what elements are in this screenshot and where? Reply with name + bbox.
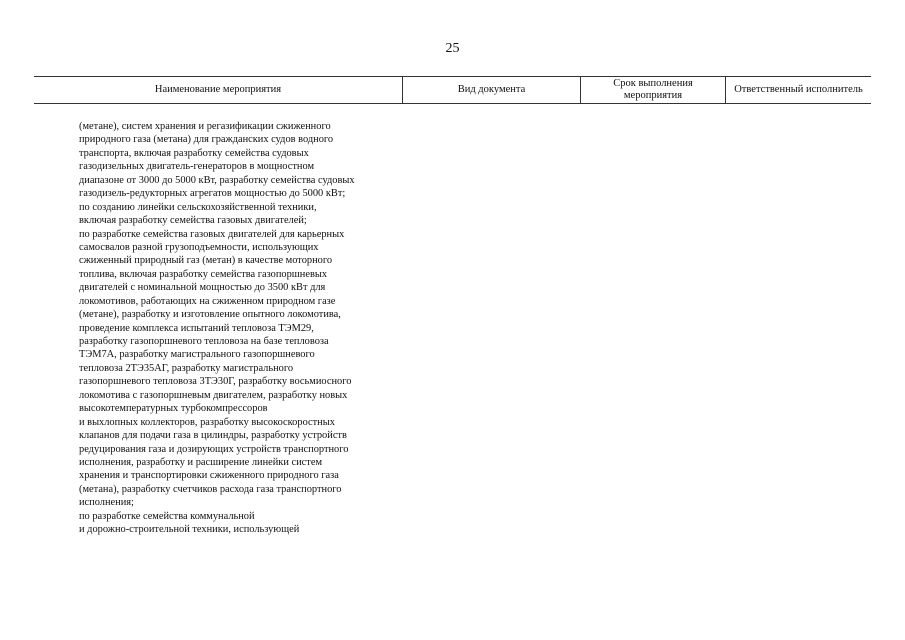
text-line: по разработке семейства газовых двигателей для карьерных bbox=[79, 228, 345, 240]
text-line: газопоршневого тепловоза 3ТЭ30Г, разработку восьмиосного bbox=[79, 376, 352, 388]
text-line: хранения и транспортировки сжиженного природного газа bbox=[79, 470, 339, 482]
text-line: (метане), разработку и изготовление опытного локомотива, bbox=[79, 309, 341, 321]
header-activity-name: Наименование мероприятия bbox=[154, 84, 282, 95]
activity-text bbox=[79, 120, 399, 537]
text-line: и дорожно-строительной техники, использующей bbox=[79, 524, 300, 536]
text-line: по созданию линейки сельскохозяйственной техники, bbox=[79, 201, 317, 213]
text-line: клапанов для подачи газа в цилиндры, разработку устройств bbox=[79, 430, 347, 442]
text-line: сжиженный природный газ (метан) в качестве моторного bbox=[79, 255, 333, 267]
text-line: проведение комплекса испытаний тепловоза ТЭМ29, bbox=[79, 322, 314, 334]
text-line: транспорта, включая разработку семейства судовых bbox=[79, 147, 309, 159]
text-line: включая разработку семейства газовых двигателей; bbox=[79, 215, 307, 227]
text-line: исполнения, разработку и расширение линейки систем bbox=[79, 456, 323, 468]
text-line: локомотива с газопоршневым двигателем, разработку новых bbox=[79, 389, 348, 401]
text-line: разработку газопоршневого тепловоза на базе тепловоза bbox=[79, 336, 329, 347]
text-line: редуцирования газа и дозирующих устройств транспортного bbox=[79, 443, 349, 455]
header-execution-term: Срок выполнения мероприятия bbox=[580, 77, 725, 103]
text-line: самосвалов разной грузоподъемности, использующих bbox=[79, 241, 319, 253]
text-line: топлива, включая разработку семейства газопоршневых bbox=[79, 268, 328, 280]
text-line: газодизельных двигатель-генераторов в мощностном bbox=[79, 161, 315, 173]
text-line: по разработке семейства коммунальной bbox=[79, 510, 255, 522]
text-line: газодизель-редукторных агрегатов мощностью до 5000 кВт; bbox=[79, 188, 346, 200]
text-line: ТЭМ7А, разработку магистрального газопоршневого bbox=[79, 349, 315, 361]
header-responsible: Ответственный исполнитель bbox=[725, 77, 871, 103]
table-header bbox=[34, 76, 871, 104]
page-number: 25 bbox=[445, 41, 460, 56]
text-line: высокотемпературных турбокомпрессоров bbox=[79, 403, 268, 415]
text-line: (метане), систем хранения и регазификации сжиженного bbox=[79, 121, 331, 132]
text-line: тепловоза 2ТЭ35АГ, разработку магистрального bbox=[79, 362, 294, 374]
text-line: природного газа (метана) для гражданских судов водного bbox=[79, 134, 334, 146]
text-line: и выхлопных коллекторов, разработку высокоскоростных bbox=[79, 416, 335, 428]
text-line: локомотивов, работающих на сжиженном природном газе bbox=[79, 295, 336, 307]
text-line: диапазоне от 3000 до 5000 кВт, разработку семейства судовых bbox=[79, 174, 355, 186]
text-line: (метана), разработку счетчиков расхода газа транспортного bbox=[79, 483, 342, 495]
text-line: исполнения; bbox=[79, 497, 134, 509]
header-document-type: Вид документа bbox=[402, 77, 580, 103]
text-line: двигателей с номинальной мощностью до 3500 кВт для bbox=[79, 282, 326, 294]
